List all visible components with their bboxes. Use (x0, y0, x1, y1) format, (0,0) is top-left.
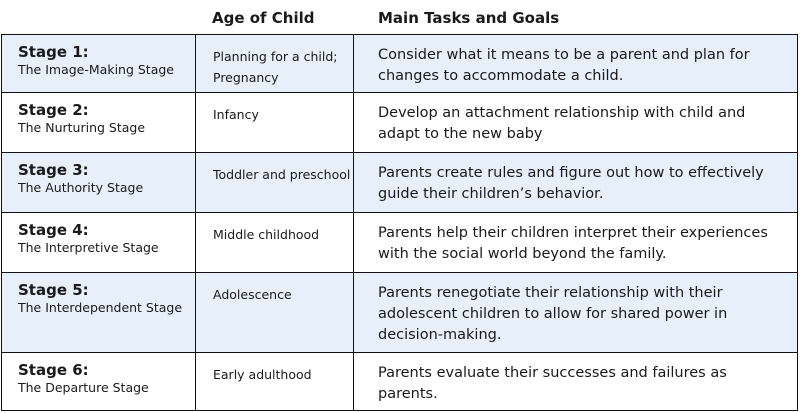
stage-cell (2, 353, 196, 410)
age-cell: Planning for a child; Pregnancy (196, 35, 354, 92)
stage-name: The Authority Stage (18, 180, 144, 195)
table-row (2, 93, 797, 153)
age-cell: Adolescence (196, 273, 354, 352)
table-row (2, 353, 797, 410)
age-cell: Middle childhood (196, 213, 354, 272)
task-cell: Parents evaluate their successes and failures as parents. (378, 365, 727, 402)
stage-number: Stage 4: (18, 221, 89, 239)
stage-cell (2, 153, 196, 212)
table-body (1, 34, 798, 411)
table-row (2, 35, 797, 93)
task-cell: Develop an attachment relationship with child and adapt to the new baby (378, 105, 746, 142)
stage-number: Stage 1: (18, 43, 89, 61)
stage-number: Stage 5: (18, 281, 89, 299)
task-cell: Consider what it means to be a parent and plan for changes to accommodate a child. (378, 47, 750, 84)
age-cell: Early adulthood (196, 353, 354, 410)
stage-number: Stage 3: (18, 161, 89, 179)
stage-name: The Image-Making Stage (18, 62, 174, 77)
stage-cell (2, 35, 196, 92)
task-cell: Parents create rules and figure out how to effectively guide their children’s behavior. (378, 165, 764, 202)
age-cell: Toddler and preschool (196, 153, 354, 212)
stage-name: The Departure Stage (18, 380, 149, 395)
stage-cell (2, 213, 196, 272)
stage-number: Stage 2: (18, 101, 89, 119)
task-cell: Parents renegotiate their relationship with their adolescent children to allow for shared power in decision-making. (378, 285, 728, 343)
table-header (0, 0, 800, 34)
table-row (2, 213, 797, 273)
stage-cell (2, 273, 196, 352)
header-main-tasks: Main Tasks and Goals (378, 9, 560, 27)
stage-name: The Interdependent Stage (18, 300, 183, 315)
header-age-of-child: Age of Child (212, 9, 315, 27)
table-row (2, 273, 797, 353)
task-cell: Parents help their children interpret their experiences with the social world beyond the family. (378, 225, 768, 262)
stage-cell (2, 93, 196, 152)
table-row (2, 153, 797, 213)
age-cell: Infancy (196, 93, 354, 152)
stage-number: Stage 6: (18, 361, 89, 379)
stage-name: The Interpretive Stage (18, 240, 159, 255)
stage-name: The Nurturing Stage (18, 120, 146, 135)
